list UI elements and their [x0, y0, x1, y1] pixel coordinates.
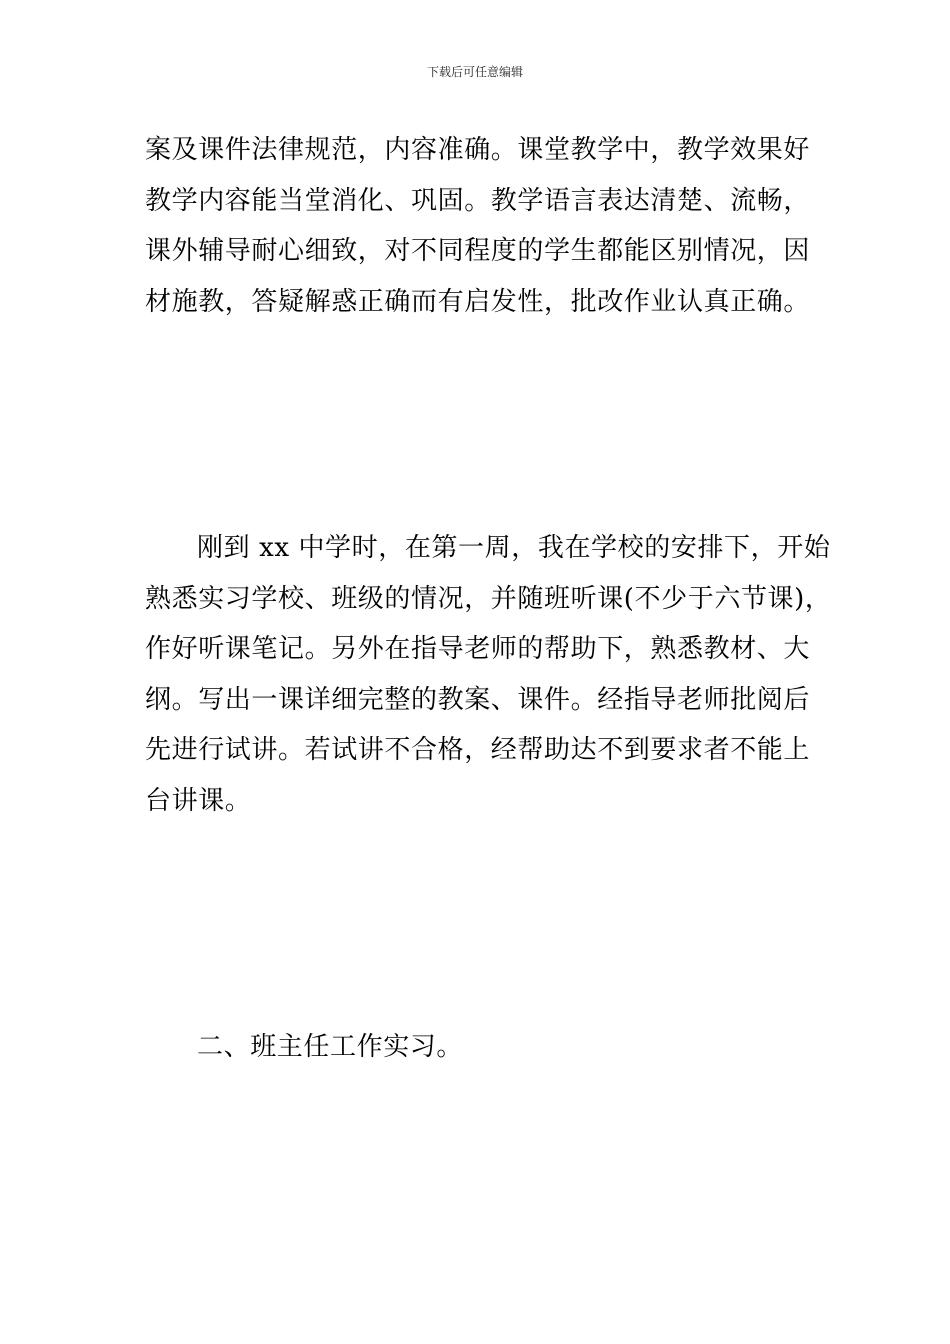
paragraph-line: 熟悉实习学校、班级的情况，并随班听课(不少于六节课)， [145, 583, 832, 614]
page-header: 下载后可任意编辑 [426, 65, 523, 79]
paragraph-line: 台讲课。 [145, 785, 252, 816]
paragraph-line: 案及课件法律规范，内容准确。课堂教学中，教学效果好 [145, 135, 811, 165]
paragraph-line: 课外辅导耐心细致，对不同程度的学生都能区别情况，因 [145, 236, 811, 266]
section-heading-text: 二、班主任工作实习。 [197, 1032, 464, 1062]
paragraph-line: 刚到 xx 中学时，在第一周，我在学校的安排下，开始 [197, 533, 831, 563]
section-heading [145, 1022, 810, 1073]
paragraph-line: 教学内容能当堂消化、巩固。教学语言表达清楚、流畅， [145, 185, 811, 216]
paragraph-line: 作好听课笔记。另外在指导老师的帮助下，熟悉教材、大 [145, 634, 811, 664]
paragraph-line: 先进行试讲。若试讲不合格，经帮助达不到要求者不能上 [145, 735, 811, 765]
paragraph-line: 材施教，答疑解惑正确而有启发性，批改作业认真正确。 [145, 286, 811, 317]
paragraph-line: 纲。写出一课详细完整的教案、课件。经指导老师批阅后 [145, 684, 811, 715]
paragraph-teaching-evaluation [145, 125, 810, 327]
paragraph-first-week [145, 523, 832, 826]
